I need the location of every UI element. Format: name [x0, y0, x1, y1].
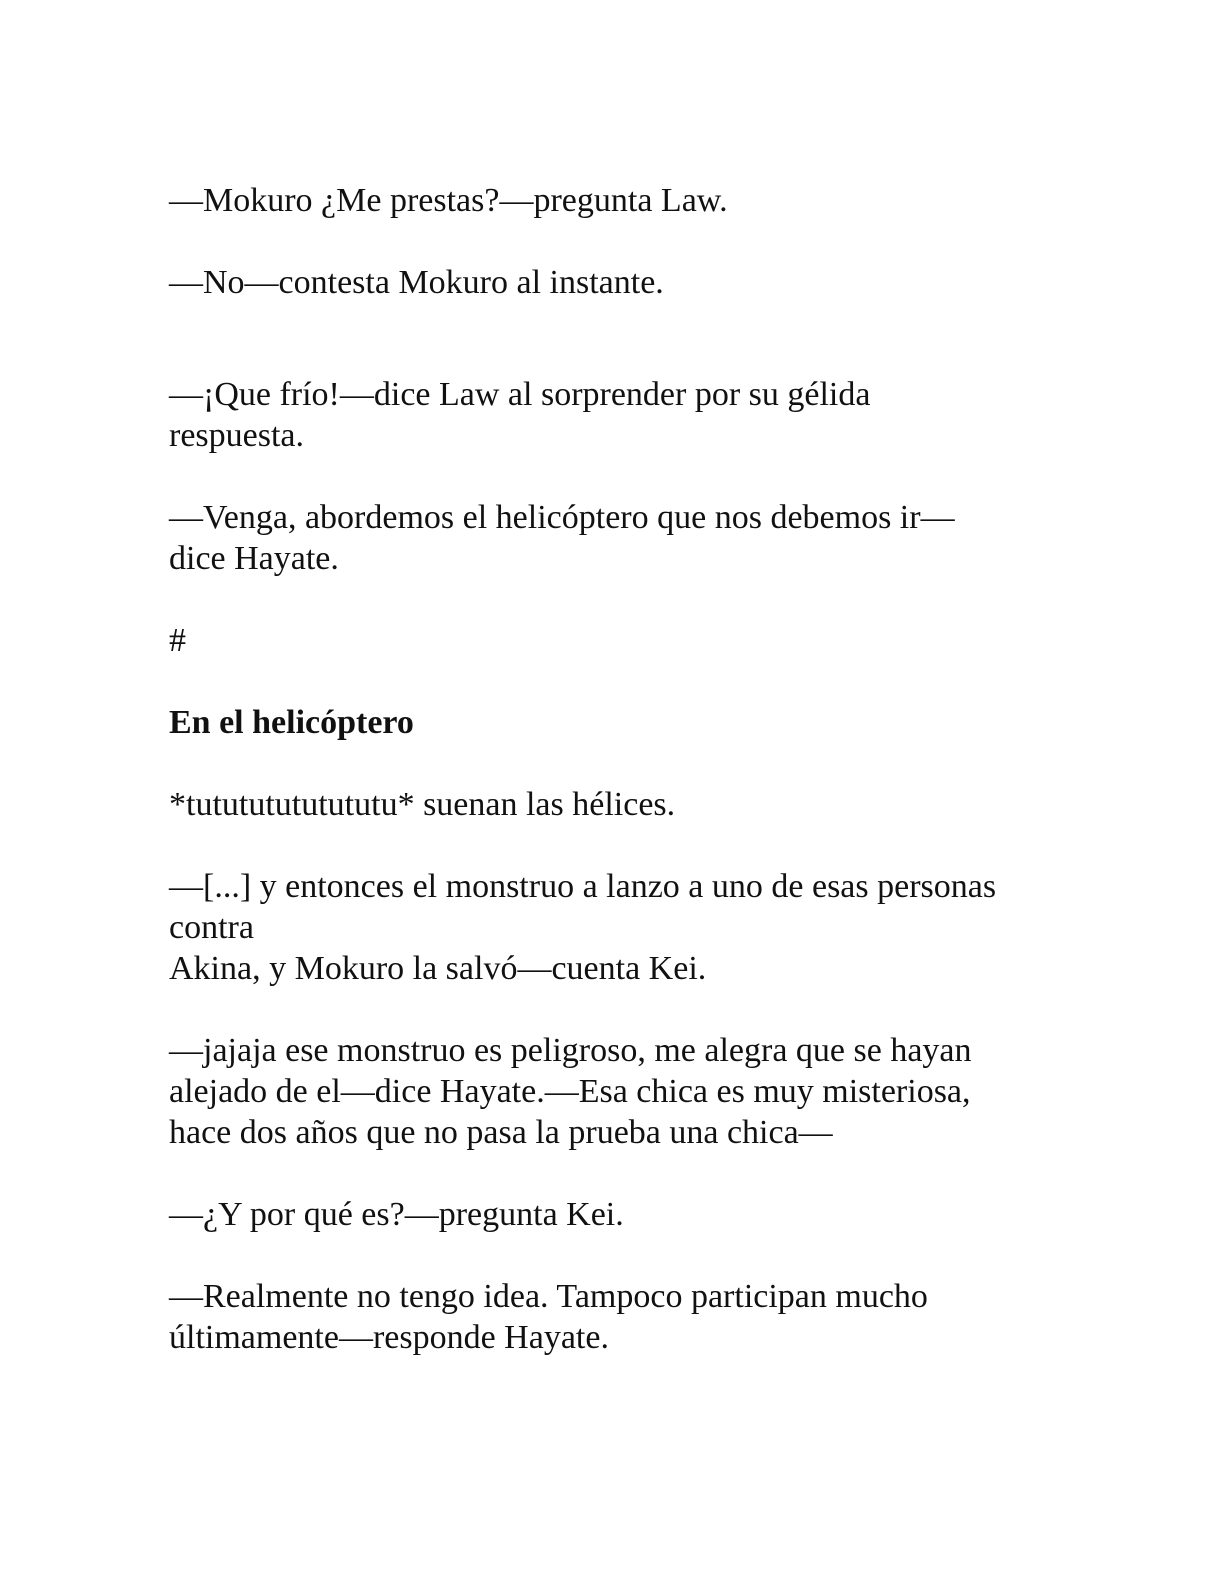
paragraph-propellers: *tutututututututu* suenan las hélices.	[169, 786, 676, 823]
paragraph-hayate-board: —Venga, abordemos el helicóptero que nos debemos ir— dice Hayate.	[169, 499, 955, 577]
paragraph-law-cold: —¡Que frío!—dice Law al sorprender por su gélida respuesta.	[169, 376, 871, 454]
paragraph-mokuro-answers: —No—contesta Mokuro al instante.	[169, 264, 664, 301]
paragraph-hayate-responds: —Realmente no tengo idea. Tampoco participan mucho últimamente—responde Hayate.	[169, 1278, 928, 1356]
document-page	[169, 180, 1049, 1358]
paragraph-hayate-laughs: —jajaja ese monstruo es peligroso, me alegra que se hayan alejado de el—dice Hayate.—Esa chica es muy misteriosa, hace dos años que no pasa la prueba una chica—	[169, 1032, 972, 1151]
section-heading: En el helicóptero	[169, 704, 414, 741]
paragraph-kei-tells: —[...] y entonces el monstruo a lanzo a uno de esas personas contra Akina, y Mokuro la salvó—cuenta Kei.	[169, 868, 997, 987]
paragraph-law-asks: —Mokuro ¿Me prestas?—pregunta Law.	[169, 182, 728, 219]
paragraph-kei-asks: —¿Y por qué es?—pregunta Kei.	[169, 1196, 624, 1233]
scene-break: #	[169, 622, 186, 659]
